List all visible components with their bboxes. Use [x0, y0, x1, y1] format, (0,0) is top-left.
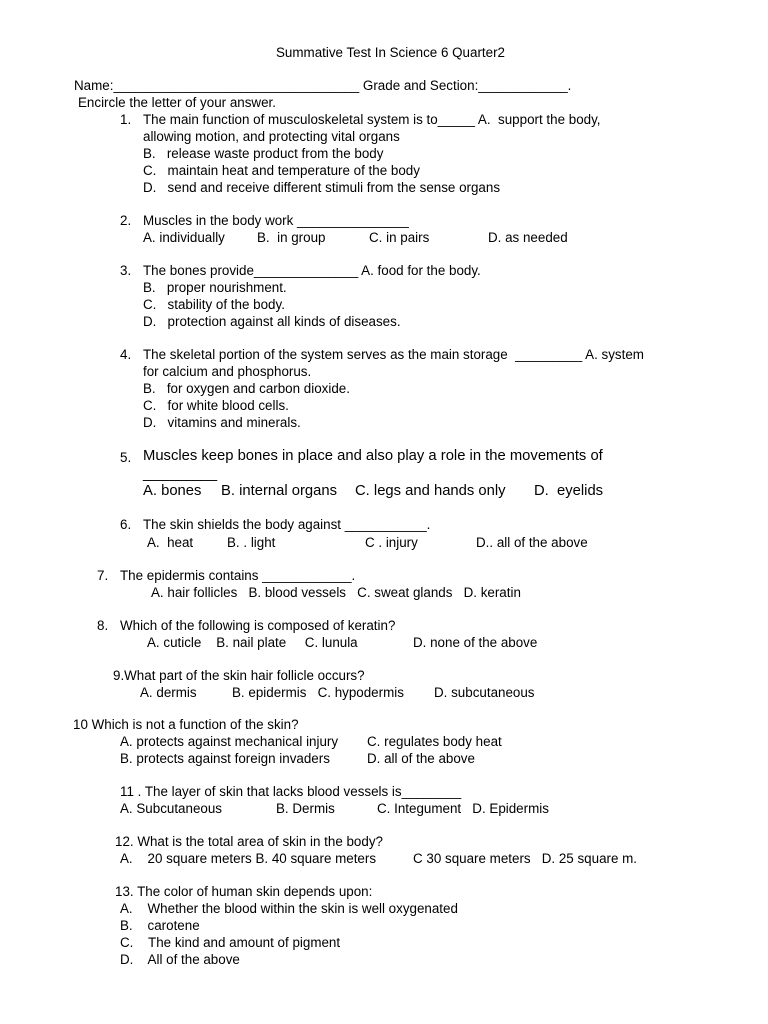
question-stem: 12. What is the total area of skin in the body?: [115, 834, 383, 849]
choice-b: B. Dermis: [276, 801, 335, 816]
question-number: 5.: [120, 450, 132, 465]
question-stem: 11 . The layer of skin that lacks blood vessels is________: [120, 784, 462, 799]
question-number: 2.: [120, 213, 132, 228]
question-stem: Which of the following is composed of keratin?: [120, 618, 396, 633]
name-grade-line: Name:_________________________________ Grade and Section:____________.: [74, 78, 572, 93]
choice-a: A. protects against mechanical injury: [120, 734, 339, 749]
choice-b: B. for oxygen and carbon dioxide.: [143, 381, 350, 396]
instruction: Encircle the letter of your answer.: [78, 95, 276, 110]
choice-d: D. none of the above: [413, 635, 538, 650]
choice-c: C. regulates body heat: [367, 734, 502, 749]
choice-d: D. as needed: [488, 230, 568, 245]
choice-c: C. for white blood cells.: [143, 398, 289, 413]
choice-a: A. Subcutaneous: [120, 801, 222, 816]
choice-c: C . injury: [365, 535, 418, 550]
question-stem: The bones provide______________ A. food for the body.: [143, 263, 481, 278]
choice-d: D. all of the above: [367, 751, 475, 766]
choices: A. hair follicles B. blood vessels C. sweat glands D. keratin: [151, 585, 521, 600]
choice-b: B. release waste product from the body: [143, 146, 384, 161]
choices: A. 20 square meters B. 40 square meters: [120, 851, 377, 866]
question-number: 7.: [97, 568, 109, 583]
question-stem: The skin shields the body against ___________.: [143, 517, 431, 532]
choice-c: C. stability of the body.: [143, 297, 285, 312]
question-stem: Muscles keep bones in place and also play a role in the movements of: [143, 448, 603, 464]
choice-d: D. protection against all kinds of diseases.: [143, 314, 401, 329]
question-number: 3.: [120, 263, 132, 278]
answer-blank: _________: [143, 466, 218, 482]
question-number: 6.: [120, 517, 132, 532]
question-number: 1.: [120, 112, 132, 127]
choice-d: D. eyelids: [534, 483, 604, 499]
choice-b: B. proper nourishment.: [143, 280, 287, 295]
question-stem: The main function of musculoskeletal system is to_____ A. support the body,: [143, 112, 601, 127]
question-number: 8.: [97, 618, 109, 633]
choice-d: D. send and receive different stimuli from the sense organs: [143, 180, 501, 195]
choice-d: D. All of the above: [120, 952, 240, 967]
question-number: 4.: [120, 347, 132, 362]
choices: C. Integument D. Epidermis: [377, 801, 549, 816]
choice-a: A. bones: [143, 483, 202, 499]
choices: A. cuticle B. nail plate C. lunula: [147, 635, 358, 650]
choice-a: A. Whether the blood within the skin is well oxygenated: [120, 901, 458, 916]
choice-a: A. dermis: [140, 685, 197, 700]
choice-d: D. subcutaneous: [434, 685, 535, 700]
question-stem-continued: allowing motion, and protecting vital organs: [143, 129, 400, 144]
question-stem: The epidermis contains ____________.: [120, 568, 356, 583]
choice-b: B. . light: [227, 535, 276, 550]
choice-c: C. in pairs: [369, 230, 430, 245]
choice-a: A. individually: [143, 230, 225, 245]
choice-a: A. heat: [147, 535, 194, 550]
question-stem: 13. The color of human skin depends upon:: [115, 884, 373, 899]
question-stem: The skeletal portion of the system serves as the main storage _________ A. system: [143, 347, 644, 362]
question-stem-continued: for calcium and phosphorus.: [143, 364, 312, 379]
choices: B. epidermis C. hypodermis: [232, 685, 404, 700]
choice-c: C. legs and hands only: [355, 483, 506, 499]
question-stem: 10 Which is not a function of the skin?: [73, 717, 299, 732]
question-stem: 9.What part of the skin hair follicle occurs?: [113, 668, 365, 683]
choice-b: B. carotene: [120, 918, 200, 933]
question-stem: Muscles in the body work _______________: [143, 213, 409, 228]
choice-d: D.. all of the above: [476, 535, 588, 550]
choice-c: C. The kind and amount of pigment: [120, 935, 341, 950]
page-title: Summative Test In Science 6 Quarter2: [276, 45, 505, 60]
choices: C 30 square meters D. 25 square m.: [413, 851, 638, 866]
choice-b: B. in group: [257, 230, 326, 245]
choice-b: B. internal organs: [221, 483, 337, 499]
choice-b: B. protects against foreign invaders: [120, 751, 330, 766]
choice-d: D. vitamins and minerals.: [143, 415, 301, 430]
choice-c: C. maintain heat and temperature of the body: [143, 163, 420, 178]
